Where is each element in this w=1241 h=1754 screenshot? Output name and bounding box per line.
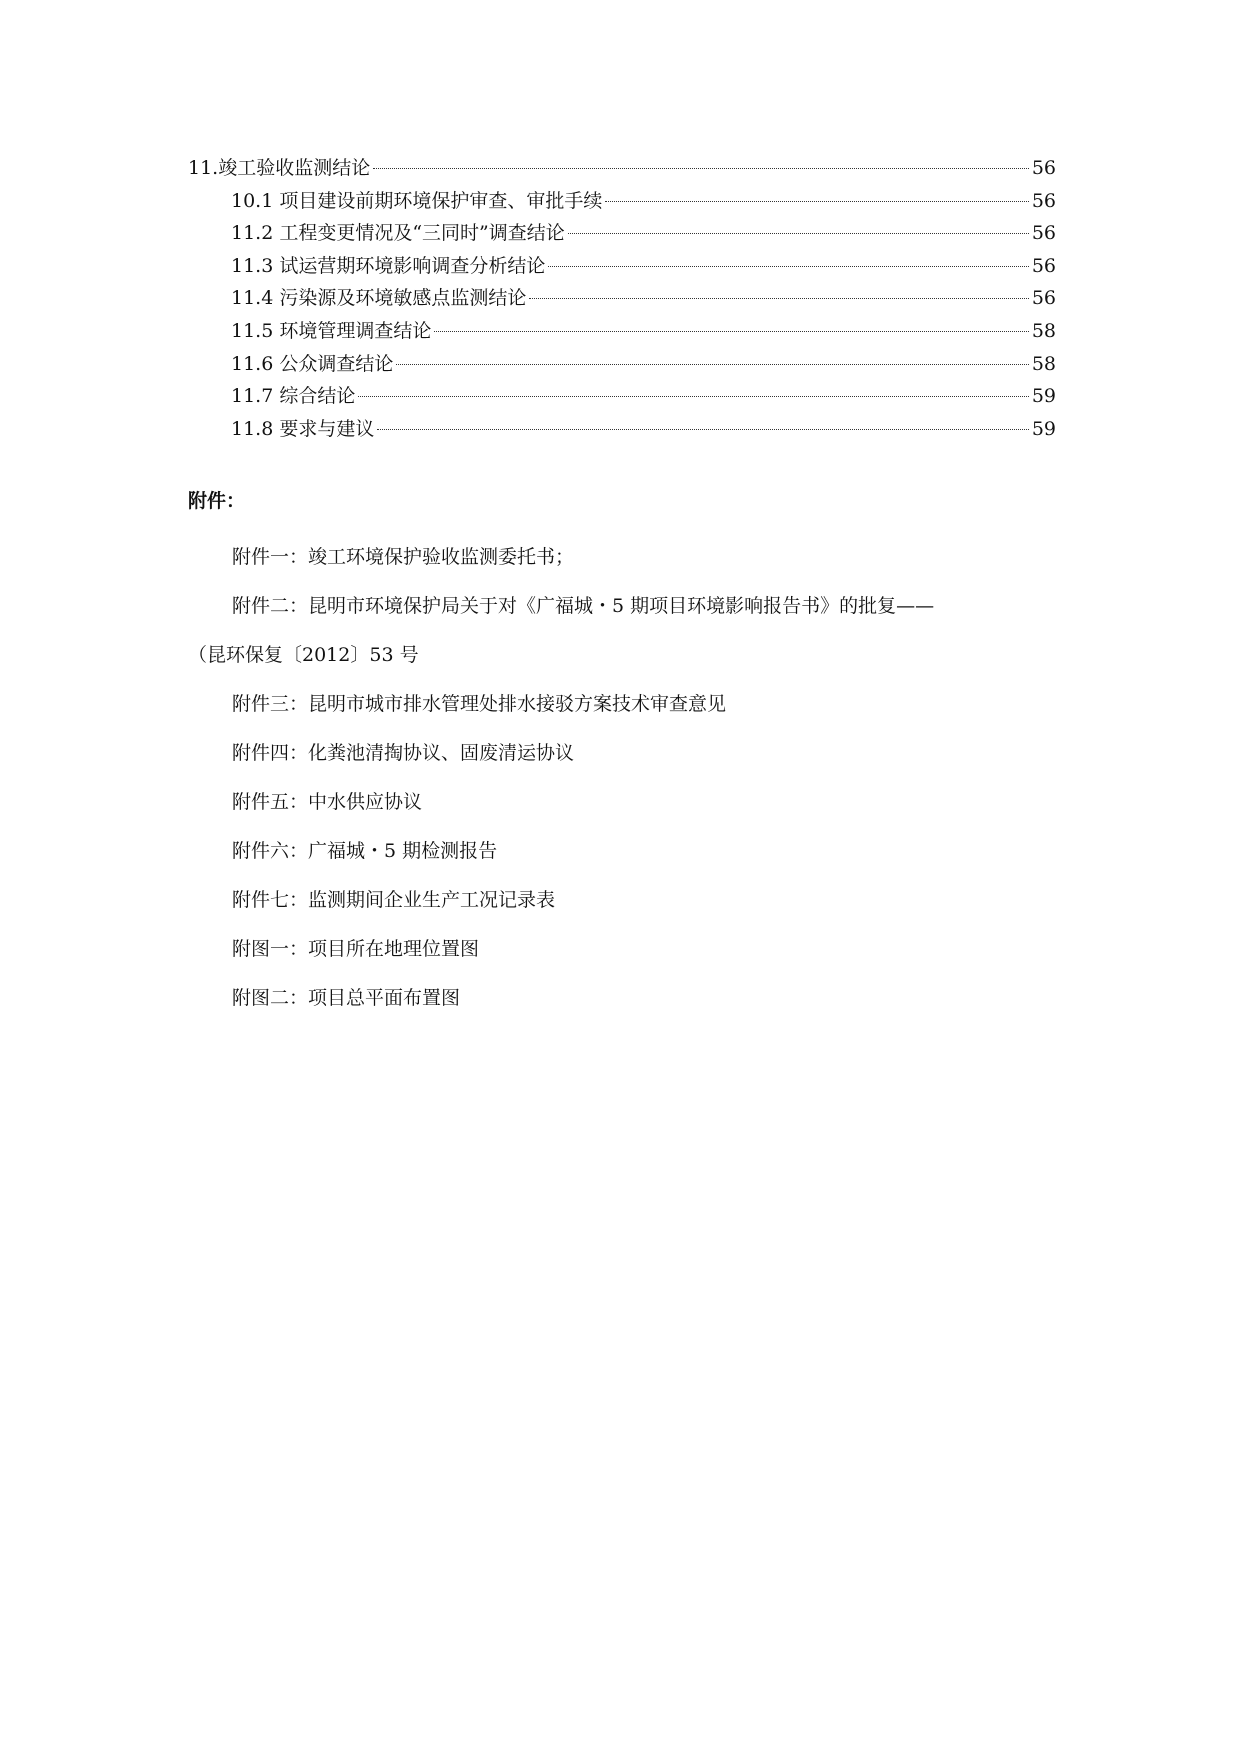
toc-entry-title: 11.7 综合结论 [231,385,356,408]
toc-page-number: 56 [1031,222,1056,245]
toc-entry[interactable] [188,152,1056,185]
toc-page-number: 59 [1031,417,1056,440]
toc-entry[interactable] [188,185,1056,218]
toc-dot-leader [396,364,1028,365]
toc-page-number: 56 [1031,287,1056,310]
attachment-item: 附件四：化粪池清掏协议、固废清运协议 [232,742,575,764]
attachment-item: 附件七：监测期间企业生产工况记录表 [232,889,556,911]
attachment-item: 附件一：竣工环境保护验收监测委托书； [232,546,575,568]
toc-dot-leader [377,429,1028,430]
toc-entry-title: 11.3 试运营期环境影响调查分析结论 [231,254,546,277]
toc-entry[interactable] [188,217,1056,250]
toc-entry[interactable] [188,348,1056,381]
toc-entry[interactable] [188,315,1056,348]
toc-page-number: 56 [1031,254,1056,277]
toc-dot-leader [529,298,1028,299]
attachments-list [188,533,1056,1023]
attachment-item: 附件六：广福城・5 期检测报告 [232,840,498,862]
toc-page-number: 58 [1031,319,1056,342]
attachment-item: 附图二：项目总平面布置图 [232,987,461,1009]
table-of-contents [188,152,1056,445]
toc-entry[interactable] [188,413,1056,446]
toc-entry[interactable] [188,250,1056,283]
toc-dot-leader [358,396,1028,397]
toc-page-number: 58 [1031,352,1056,375]
toc-entry[interactable] [188,282,1056,315]
attachments-heading: 附件： [188,490,246,512]
toc-entry[interactable] [188,380,1056,413]
toc-entry-title: 10.1 项目建设前期环境保护审查、审批手续 [231,189,603,212]
toc-entry-title: 11.8 要求与建议 [231,417,375,440]
attachment-item: 附件二：昆明市环境保护局关于对《广福城・5 期项目环境影响报告书》的批复—— [232,595,935,617]
attachment-item: 附件五：中水供应协议 [232,791,423,813]
toc-page-number: 59 [1031,385,1056,408]
toc-dot-leader [373,168,1029,169]
toc-entry-title: 11.4 污染源及环境敏感点监测结论 [231,287,527,310]
toc-dot-leader [568,233,1029,234]
toc-page-number: 56 [1031,157,1056,179]
toc-dot-leader [548,266,1028,267]
attachment-item: 附图一：项目所在地理位置图 [232,938,480,960]
attachment-item-continuation: （昆环保复〔2012〕53 号 [188,644,419,666]
toc-entry-title: 11.5 环境管理调查结论 [231,319,432,342]
toc-entry-title: 11.2 工程变更情况及“三同时”调查结论 [231,222,565,245]
toc-page-number: 56 [1031,189,1056,212]
toc-dot-leader [605,201,1028,202]
toc-entry-title: 11.6 公众调查结论 [231,352,394,375]
toc-dot-leader [434,331,1028,332]
attachment-item: 附件三：昆明市城市排水管理处排水接驳方案技术审查意见 [232,693,727,715]
toc-entry-title: 11.竣工验收监测结论 [188,157,371,179]
